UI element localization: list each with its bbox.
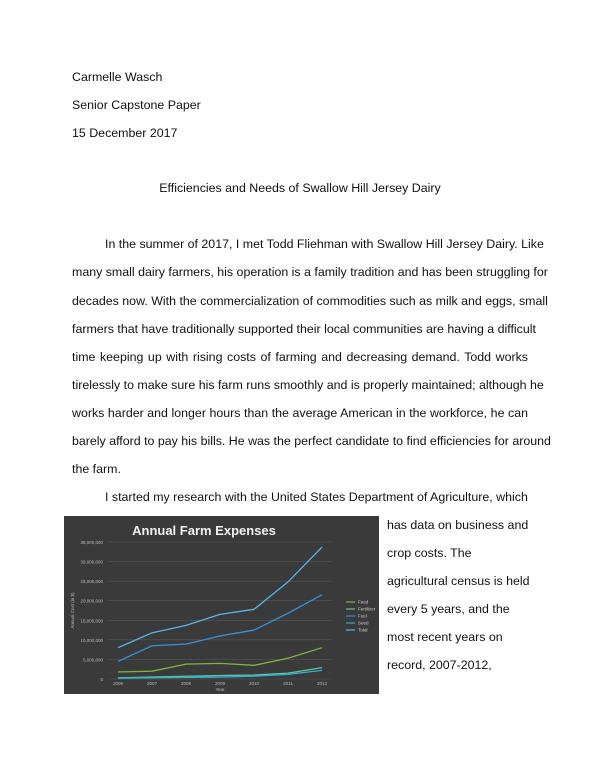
x-tick-label: 2007 [146, 681, 158, 686]
x-tick-label: 2009 [214, 681, 226, 686]
legend-entry: Feed [358, 599, 369, 605]
x-tick-label: 2008 [180, 681, 192, 686]
chart-title: Annual Farm Expenses [132, 523, 276, 538]
y-tick-label: 10,000,000 [80, 637, 103, 643]
body-line: barely afford to pay his bills. He was the perfect candidate to find efficiencies for around [72, 434, 551, 448]
body-line: I started my research with the United States Department of Agriculture, which [105, 490, 528, 504]
series-line-total [118, 547, 322, 648]
annual-farm-expenses-chart [64, 516, 379, 694]
course-name: Senior Capstone Paper [72, 98, 201, 112]
side-text-line: crop costs. The [387, 546, 472, 560]
series-line-fuel [118, 595, 322, 662]
body-line: works harder and longer hours than the average American in the workforce, he can [72, 406, 528, 420]
side-text-line: most recent years on [387, 630, 503, 644]
body-line: many small dairy farmers, his operation is a family tradition and has been struggling for [72, 265, 548, 279]
x-tick-label: 2006 [112, 681, 124, 686]
y-tick-label: 20,000,000 [80, 598, 103, 604]
page-title: Efficiencies and Needs of Swallow Hill Jersey Dairy [159, 181, 441, 195]
y-tick-label: 30,000,000 [80, 559, 103, 565]
series-line-fertilizer [118, 668, 322, 678]
y-tick-label: 15,000,000 [80, 618, 103, 624]
y-tick-label: 0 [100, 677, 103, 682]
y-tick-label: 25,000,000 [80, 579, 103, 585]
author-name: Carmelle Wasch [72, 70, 163, 84]
x-axis-label: Year [215, 687, 225, 692]
legend-entry: Fertilizer [358, 606, 376, 612]
body-line: tirelessly to make sure his farm runs smoothly and is properly maintained; although he [72, 378, 544, 392]
side-text-line: has data on business and [387, 518, 529, 532]
legend-entry: Seed [358, 620, 369, 626]
body-line: time keeping up with rising costs of farming and decreasing demand. Todd works [72, 350, 528, 364]
paper-date: 15 December 2017 [72, 126, 178, 140]
side-text-line: record, 2007-2012, [387, 658, 492, 672]
legend-entry: Fuel [358, 613, 367, 619]
chart-canvas [64, 516, 379, 694]
x-tick-label: 2012 [316, 681, 328, 686]
body-line: decades now. With the commercialization of commodities such as milk and eggs, small [72, 294, 548, 308]
side-text-line: every 5 years, and the [387, 602, 510, 616]
side-text-line: agricultural census is held [387, 574, 530, 588]
x-tick-label: 2010 [248, 681, 260, 686]
y-tick-label: 5,000,000 [82, 657, 103, 663]
body-line: the farm. [72, 462, 121, 476]
body-line: farmers that have traditionally supported their local communities are having a difficult [72, 322, 536, 336]
series-line-feed [118, 648, 322, 672]
y-axis-label: Annual Cost (in $) [70, 592, 75, 629]
x-tick-label: 2011 [283, 681, 293, 686]
legend-entry: Total [358, 627, 368, 633]
body-line: In the summer of 2017, I met Todd Fliehman with Swallow Hill Jersey Dairy. Like [105, 237, 544, 251]
y-tick-label: 35,000,000 [80, 540, 103, 545]
